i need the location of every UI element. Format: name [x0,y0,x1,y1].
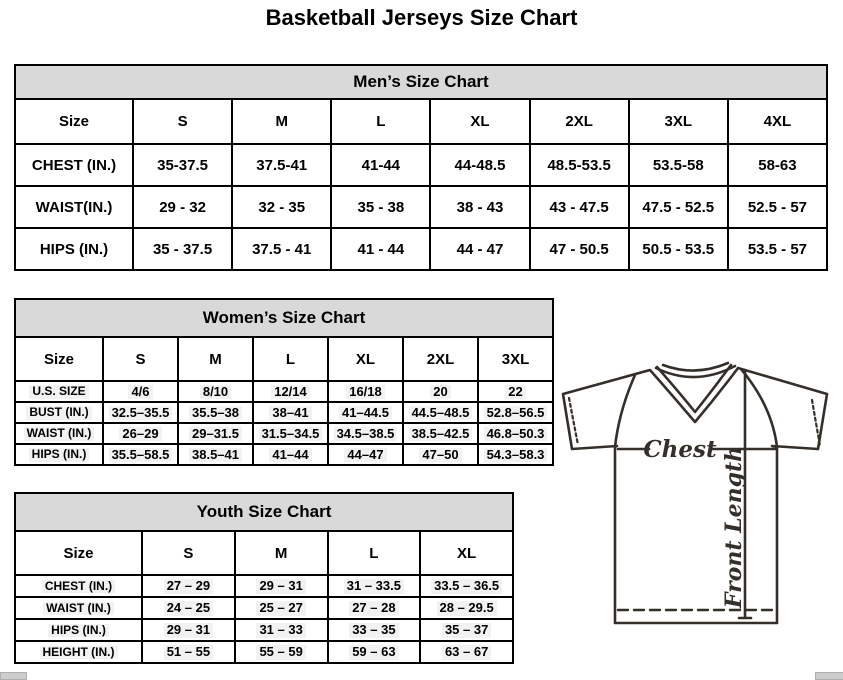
cell-text: 44–47 [344,448,386,463]
cell-value [328,381,403,402]
cell-value: 41 - 44 [331,228,430,270]
cell-text: 16/18 [346,385,385,400]
column-header: M [178,337,253,381]
cell-text: 28 – 29.5 [437,601,497,616]
cell-value [328,423,403,444]
column-header: 2XL [530,99,629,144]
cell-value: 35 - 38 [331,186,430,228]
cell-text: 35.5–38 [189,406,242,421]
cell-value [142,619,235,641]
row-label [15,575,142,597]
cell-text: CHEST (IN.) [42,580,115,594]
cell-text: 26–29 [119,427,161,442]
mens-size-table [14,64,828,271]
table-title: Women’s Size Chart [15,299,553,337]
cell-text: 29 – 31 [164,623,213,638]
cell-text: 52.8–56.5 [484,406,548,421]
cell-value [103,402,178,423]
cell-value [420,575,513,597]
cell-value [328,444,403,465]
size-corner-header: Size [15,531,142,575]
table-row [15,444,553,465]
cell-value [178,381,253,402]
cell-value: 52.5 - 57 [728,186,827,228]
table-row [15,641,513,663]
table-title: Men’s Size Chart [15,65,827,99]
size-corner-header: Size [15,337,103,381]
cell-text: WAIST (IN.) [43,602,114,616]
cell-value: 35-37.5 [133,144,232,186]
table-title-row [15,493,513,531]
cell-value [328,402,403,423]
cell-text: 44.5–48.5 [409,406,473,421]
cell-value [328,641,421,663]
cell-value [235,597,328,619]
cell-text: 35 – 37 [442,623,491,638]
row-label: WAIST(IN.) [15,186,133,228]
cell-text: 29–31.5 [189,427,242,442]
cell-value: 29 - 32 [133,186,232,228]
cell-value [328,575,421,597]
cell-text: 51 – 55 [164,645,213,660]
cell-value: 35 - 37.5 [133,228,232,270]
column-header: S [133,99,232,144]
cell-text: 46.8–50.3 [484,427,548,442]
cell-value: 32 - 35 [232,186,331,228]
cell-text: 63 – 67 [442,645,491,660]
column-header: S [142,531,235,575]
cell-value [478,381,553,402]
cell-value [253,381,328,402]
table-title-row [15,299,553,337]
jersey-outline [563,368,827,623]
cell-value: 48.5-53.5 [530,144,629,186]
column-header: 4XL [728,99,827,144]
cell-text: 24 – 25 [164,601,213,616]
cell-value [403,423,478,444]
cell-text: 22 [505,385,525,400]
column-header: M [235,531,328,575]
table-title: Youth Size Chart [15,493,513,531]
cell-value [420,597,513,619]
cell-text: 4/6 [128,385,152,400]
table-row [15,381,553,402]
cell-value: 47 - 50.5 [530,228,629,270]
cell-text: 38–41 [269,406,311,421]
column-header: 3XL [629,99,728,144]
cell-text: 33 – 35 [349,623,398,638]
column-header: L [253,337,328,381]
size-corner-header: Size [15,99,133,144]
cell-value [253,444,328,465]
cell-text: 59 – 63 [349,645,398,660]
row-label [15,641,142,663]
cell-text: BUST (IN.) [26,406,91,420]
cell-text: 20 [430,385,450,400]
size-header-row [15,337,553,381]
cell-text: 35.5–58.5 [109,448,173,463]
cell-value [142,597,235,619]
table-row [15,423,553,444]
cell-value: 53.5-58 [629,144,728,186]
cell-text: HIPS (IN.) [48,624,109,638]
cell-value: 38 - 43 [430,186,529,228]
cell-value [178,444,253,465]
cell-value: 50.5 - 53.5 [629,228,728,270]
womens-size-table [14,298,554,466]
size-header-row [15,531,513,575]
cell-value [420,619,513,641]
table-row [15,575,513,597]
cell-text: 8/10 [200,385,231,400]
table-row [15,402,553,423]
cell-value: 58-63 [728,144,827,186]
cell-value [142,575,235,597]
cell-text: 32.5–35.5 [109,406,173,421]
row-label [15,381,103,402]
row-label [15,423,103,444]
cell-value [403,402,478,423]
youth-size-table [14,492,514,664]
page-title: Basketball Jerseys Size Chart [265,5,578,30]
table-row [15,619,513,641]
table-title-row [15,65,827,99]
cell-text: HEIGHT (IN.) [40,646,118,660]
cell-value [328,619,421,641]
cell-value [478,444,553,465]
cell-value [235,641,328,663]
cell-value [253,423,328,444]
cell-value: 53.5 - 57 [728,228,827,270]
row-label [15,402,103,423]
row-label: CHEST (IN.) [15,144,133,186]
row-label [15,444,103,465]
cell-value [235,619,328,641]
cell-text: 34.5–38.5 [334,427,398,442]
column-header: L [328,531,421,575]
cell-text: 12/14 [271,385,310,400]
size-header-row [15,99,827,144]
cell-text: 38.5–42.5 [409,427,473,442]
cell-text: 41–44 [269,448,311,463]
cell-value [103,423,178,444]
table-row [15,228,827,270]
cell-value [478,402,553,423]
column-header: 3XL [478,337,553,381]
column-header: M [232,99,331,144]
cell-value [103,444,178,465]
cell-text: 38.5–41 [189,448,242,463]
cell-text: 47–50 [419,448,461,463]
cell-value [178,423,253,444]
cell-text: 31.5–34.5 [259,427,323,442]
cell-text: 27 – 29 [164,579,213,594]
row-label: HIPS (IN.) [15,228,133,270]
cell-value [253,402,328,423]
table-row [15,144,827,186]
cell-value: 47.5 - 52.5 [629,186,728,228]
cell-text: 27 – 28 [349,601,398,616]
cell-value: 43 - 47.5 [530,186,629,228]
cell-value [420,641,513,663]
column-header: 2XL [403,337,478,381]
row-label [15,597,142,619]
cell-value [103,381,178,402]
cell-text: WAIST (IN.) [24,427,95,441]
column-header: XL [430,99,529,144]
cell-text: 33.5 – 36.5 [431,579,502,594]
cell-text: 41–44.5 [339,406,392,421]
cell-text: U.S. SIZE [29,385,88,399]
cell-value [403,381,478,402]
front-length-label: Front Length [721,445,747,609]
cell-text: 55 – 59 [256,645,305,660]
table-row [15,597,513,619]
cell-text: 54.3–58.3 [484,448,548,463]
cell-text: 31 – 33.5 [344,579,404,594]
column-header: XL [328,337,403,381]
cell-text: HIPS (IN.) [29,448,90,462]
cell-value: 44 - 47 [430,228,529,270]
collar-back-curve [663,363,728,371]
cell-value [328,597,421,619]
cell-text: 29 – 31 [256,579,305,594]
cell-text: 25 – 27 [256,601,305,616]
column-header: L [331,99,430,144]
cell-value [478,423,553,444]
cell-value [235,575,328,597]
cell-value [403,444,478,465]
cell-value: 37.5-41 [232,144,331,186]
cell-value [142,641,235,663]
cell-value [178,402,253,423]
column-header: XL [420,531,513,575]
chest-label: Chest [643,436,717,463]
cell-value: 41-44 [331,144,430,186]
cell-text: 31 – 33 [256,623,305,638]
row-label [15,619,142,641]
jersey-diagram [545,356,843,668]
column-header: S [103,337,178,381]
table-row [15,186,827,228]
cell-value: 37.5 - 41 [232,228,331,270]
cell-value: 44-48.5 [430,144,529,186]
